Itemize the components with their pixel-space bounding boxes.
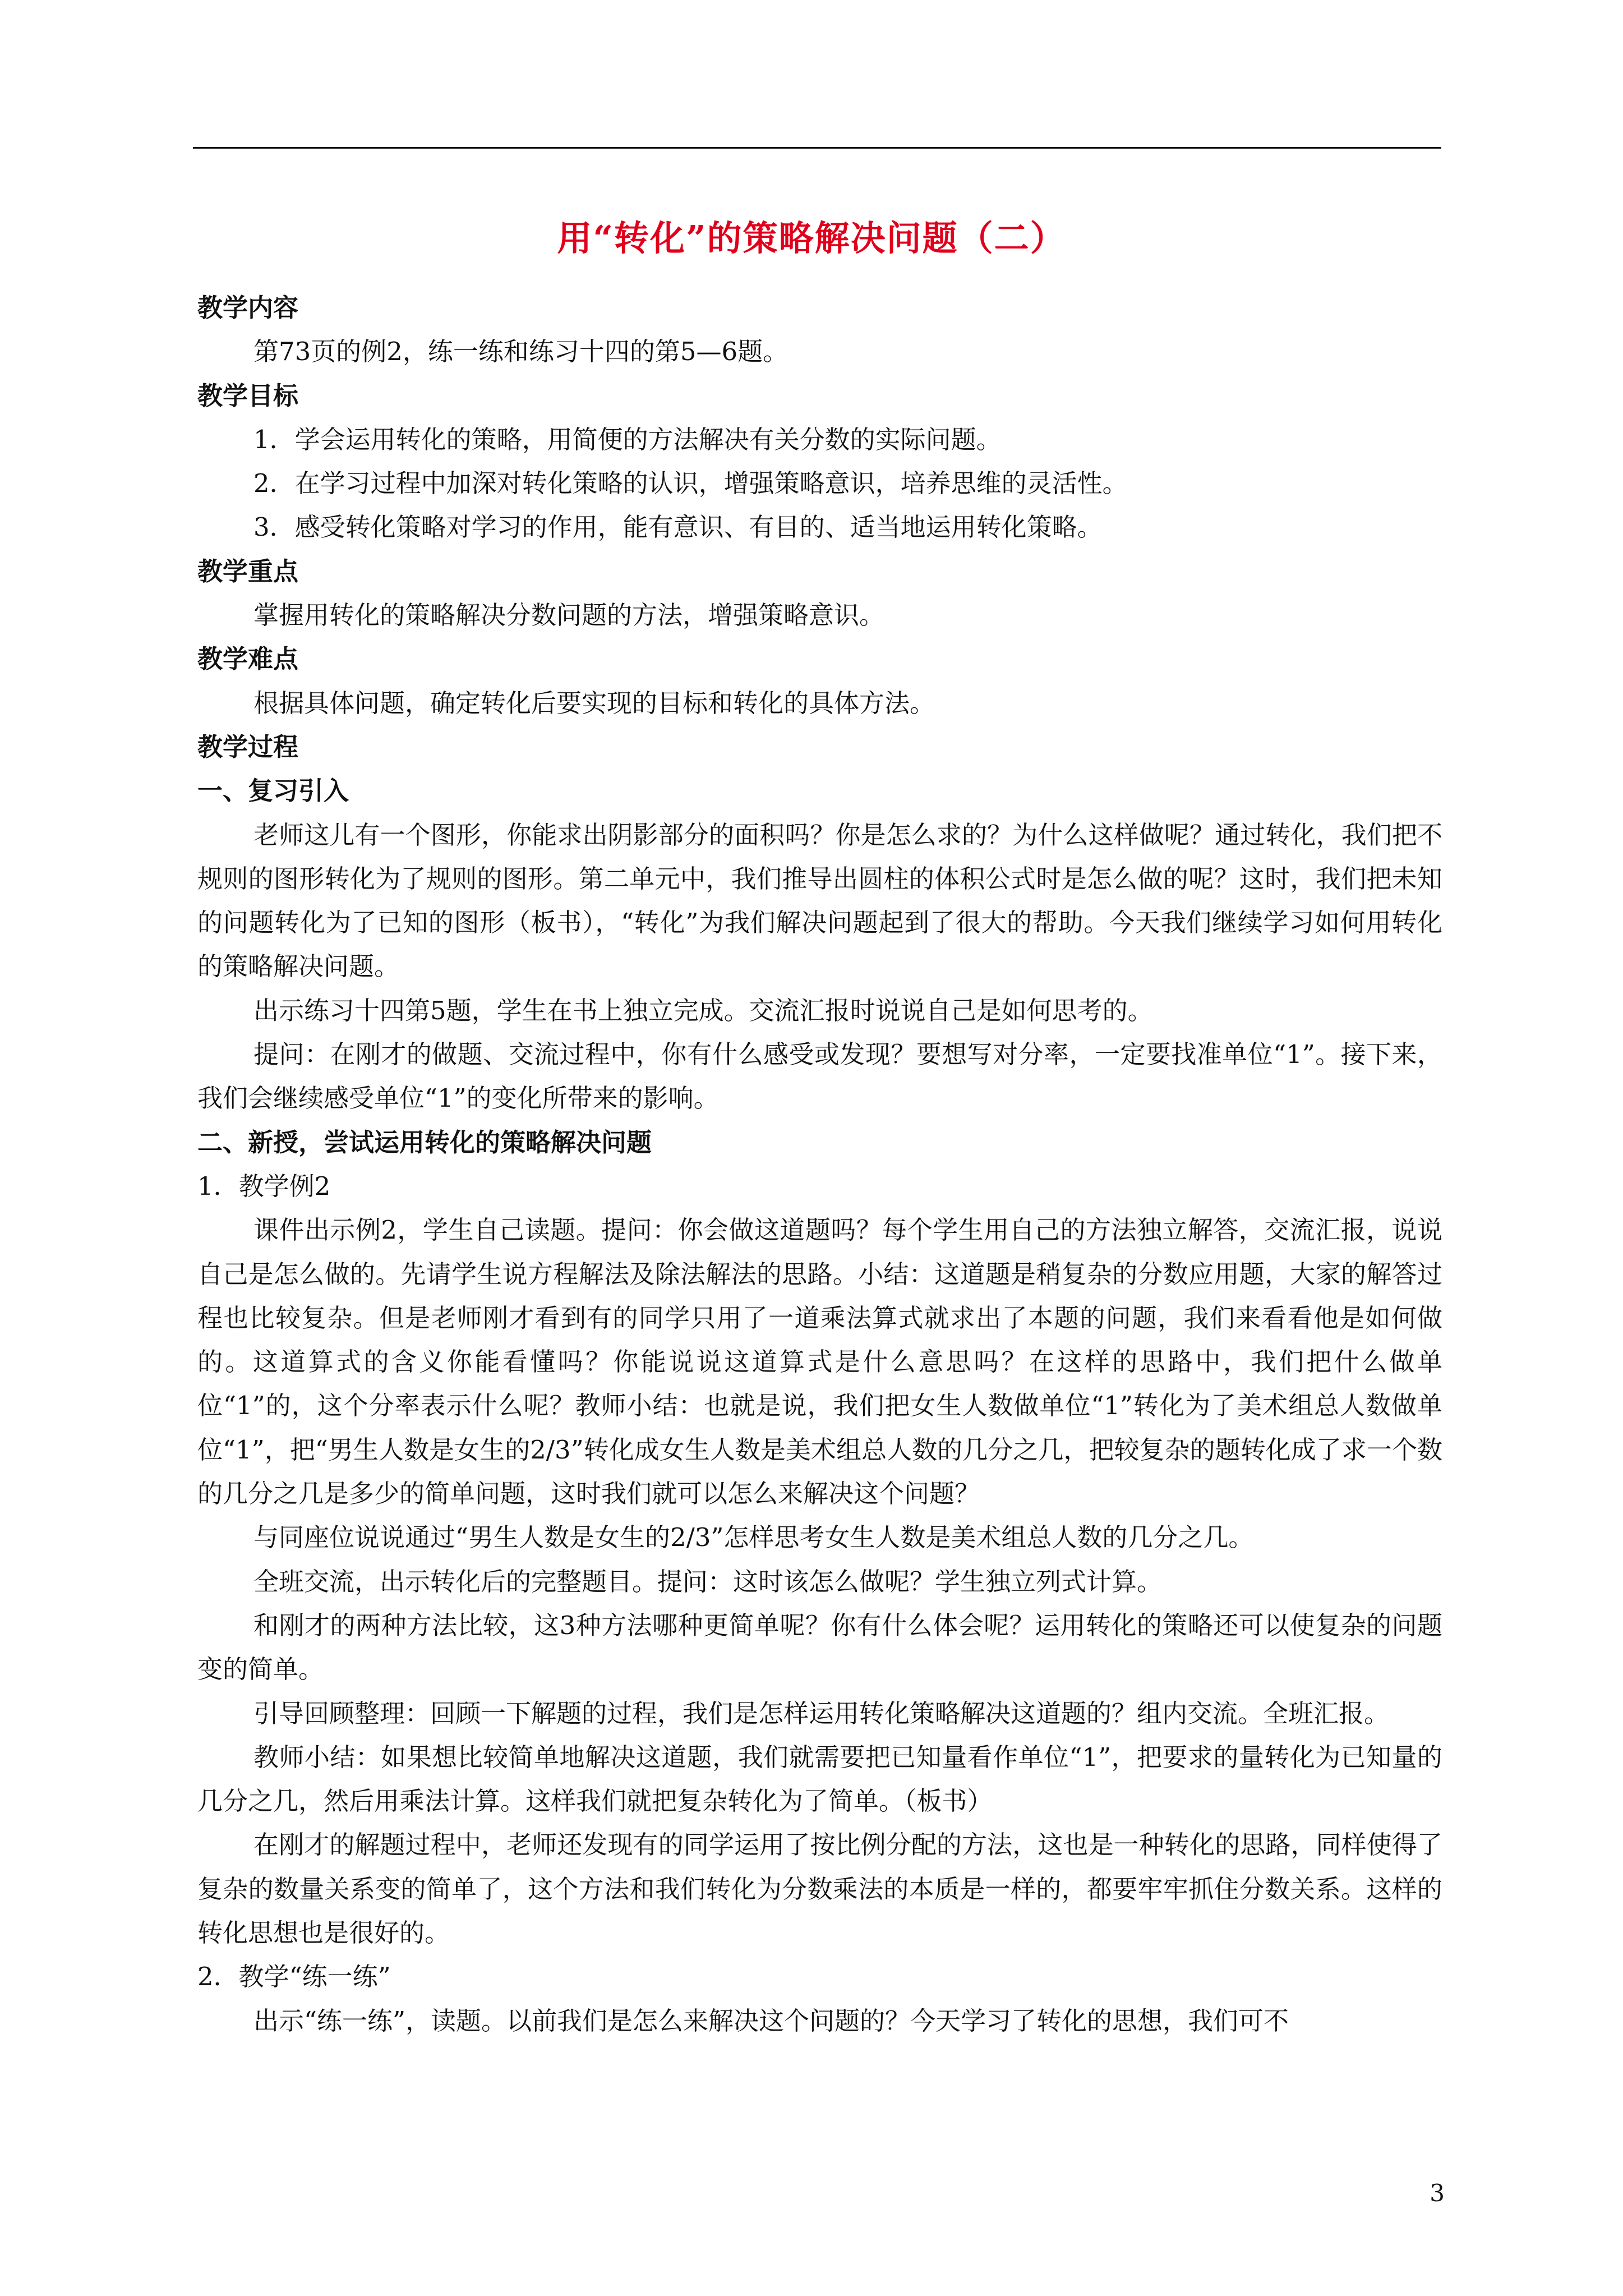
review-paragraph-1: 老师这儿有一个图形，你能求出阴影部分的面积吗？你是怎么求的？为什么这样做呢？通过转化，我们把不规则的图形转化为了规则的图形。第二单元中，我们推导出圆柱的体积公式时是怎么做的呢？这时，我们把未知的问题转化为了已知的图形（板书），“转化”为我们解决问题起到了很大的帮助。今天我们继续学习如何用转化的策略解决问题。	[197, 820, 1442, 982]
heading-key-point: 教学重点	[197, 556, 299, 586]
paragraph-key-point: 掌握用转化的策略解决分数问题的方法，增强策略意识。	[253, 600, 885, 631]
goal-item-3: 3．感受转化策略对学习的作用，能有意识、有目的、适当地运用转化策略。	[253, 512, 1103, 542]
heading-teaching-goals: 教学目标	[197, 380, 299, 411]
new-paragraph-5: 引导回顾整理：回顾一下解题的过程，我们是怎样运用转化策略解决这道题的？组内交流。全班汇报。	[253, 1698, 1390, 1728]
new-paragraph-4: 和刚才的两种方法比较，这3种方法哪种更简单呢？你有什么体会呢？运用转化的策略还可以使复杂的问题变的简单。	[197, 1610, 1442, 1685]
review-paragraph-2: 出示练习十四第5题，学生在书上独立完成。交流汇报时说说自己是如何思考的。	[253, 995, 1153, 1025]
new-paragraph-7: 在刚才的解题过程中，老师还发现有的同学运用了按比例分配的方法，这也是一种转化的思路，同样使得了复杂的数量关系变的简单了，这个方法和我们转化为分数乘法的本质是一样的，都要牢牢抓住分数关系。这样的转化思想也是很好的。	[197, 1830, 1442, 1948]
new-paragraph-3: 全班交流，出示转化后的完整题目。提问：这时该怎么做呢？学生独立列式计算。	[253, 1566, 1163, 1596]
header-rule	[193, 147, 1441, 149]
heading-difficulty: 教学难点	[197, 644, 299, 674]
document-title: 用“转化”的策略解决问题（二）	[557, 218, 1066, 259]
review-paragraph-3: 提问：在刚才的做题、交流过程中，你有什么感受或发现？要想写对分率，一定要找准单位“1”。接下来，我们会继续感受单位“1”的变化所带来的影响。	[197, 1039, 1442, 1114]
subheading-example-2: 1．教学例2	[197, 1171, 331, 1201]
new-paragraph-2: 与同座位说说通过“男生人数是女生的2/3”怎样思考女生人数是美术组总人数的几分之几。	[253, 1522, 1254, 1553]
heading-teaching-process: 教学过程	[197, 731, 299, 762]
page-number: 3	[1430, 2179, 1445, 2207]
subheading-practice: 2．教学“练一练”	[197, 1962, 391, 1992]
heading-new-lesson: 二、新授，尝试运用转化的策略解决问题	[197, 1127, 652, 1157]
new-paragraph-1: 课件出示例2，学生自己读题。提问：你会做这道题吗？每个学生用自己的方法独立解答，交流汇报，说说自己是怎么做的。先请学生说方程解法及除法解法的思路。小结：这道题是稍复杂的分数应用题，大家的解答过程也比较复杂。但是老师刚才看到有的同学只用了一道乘法算式就求出了本题的问题，我们来看看他是如何做的。这道算式的含义你能看懂吗？你能说说这道算式是什么意思吗？在这样的思路中，我们把什么做单位“1”的，这个分率表示什么呢？教师小结：也就是说，我们把女生人数做单位“1”转化为了美术组总人数做单位“1”，把“男生人数是女生的2/3”转化成女生人数是美术组总人数的几分之几，把较复杂的题转化成了求一个数的几分之几是多少的简单问题，这时我们就可以怎么来解决这个问题？	[197, 1215, 1442, 1509]
heading-teaching-content: 教学内容	[197, 293, 299, 323]
paragraph-teaching-content: 第73页的例2，练一练和练习十四的第5—6题。	[253, 337, 789, 367]
new-paragraph-6: 教师小结：如果想比较简单地解决这道题，我们就需要把已知量看作单位“1”，把要求的量转化为已知量的几分之几，然后用乘法计算。这样我们就把复杂转化为了简单。（板书）	[197, 1742, 1442, 1816]
goal-item-2: 2．在学习过程中加深对转化策略的认识，增强策略意识，培养思维的灵活性。	[253, 468, 1128, 499]
new-paragraph-8: 出示“练一练”，读题。以前我们是怎么来解决这个问题的？今天学习了转化的思想，我们可不	[253, 2005, 1289, 2036]
paragraph-difficulty: 根据具体问题，确定转化后要实现的目标和转化的具体方法。	[253, 688, 935, 718]
goal-item-1: 1．学会运用转化的策略，用简便的方法解决有关分数的实际问题。	[253, 424, 1002, 454]
document-body	[197, 286, 1442, 2043]
heading-review: 一、复习引入	[197, 776, 349, 806]
